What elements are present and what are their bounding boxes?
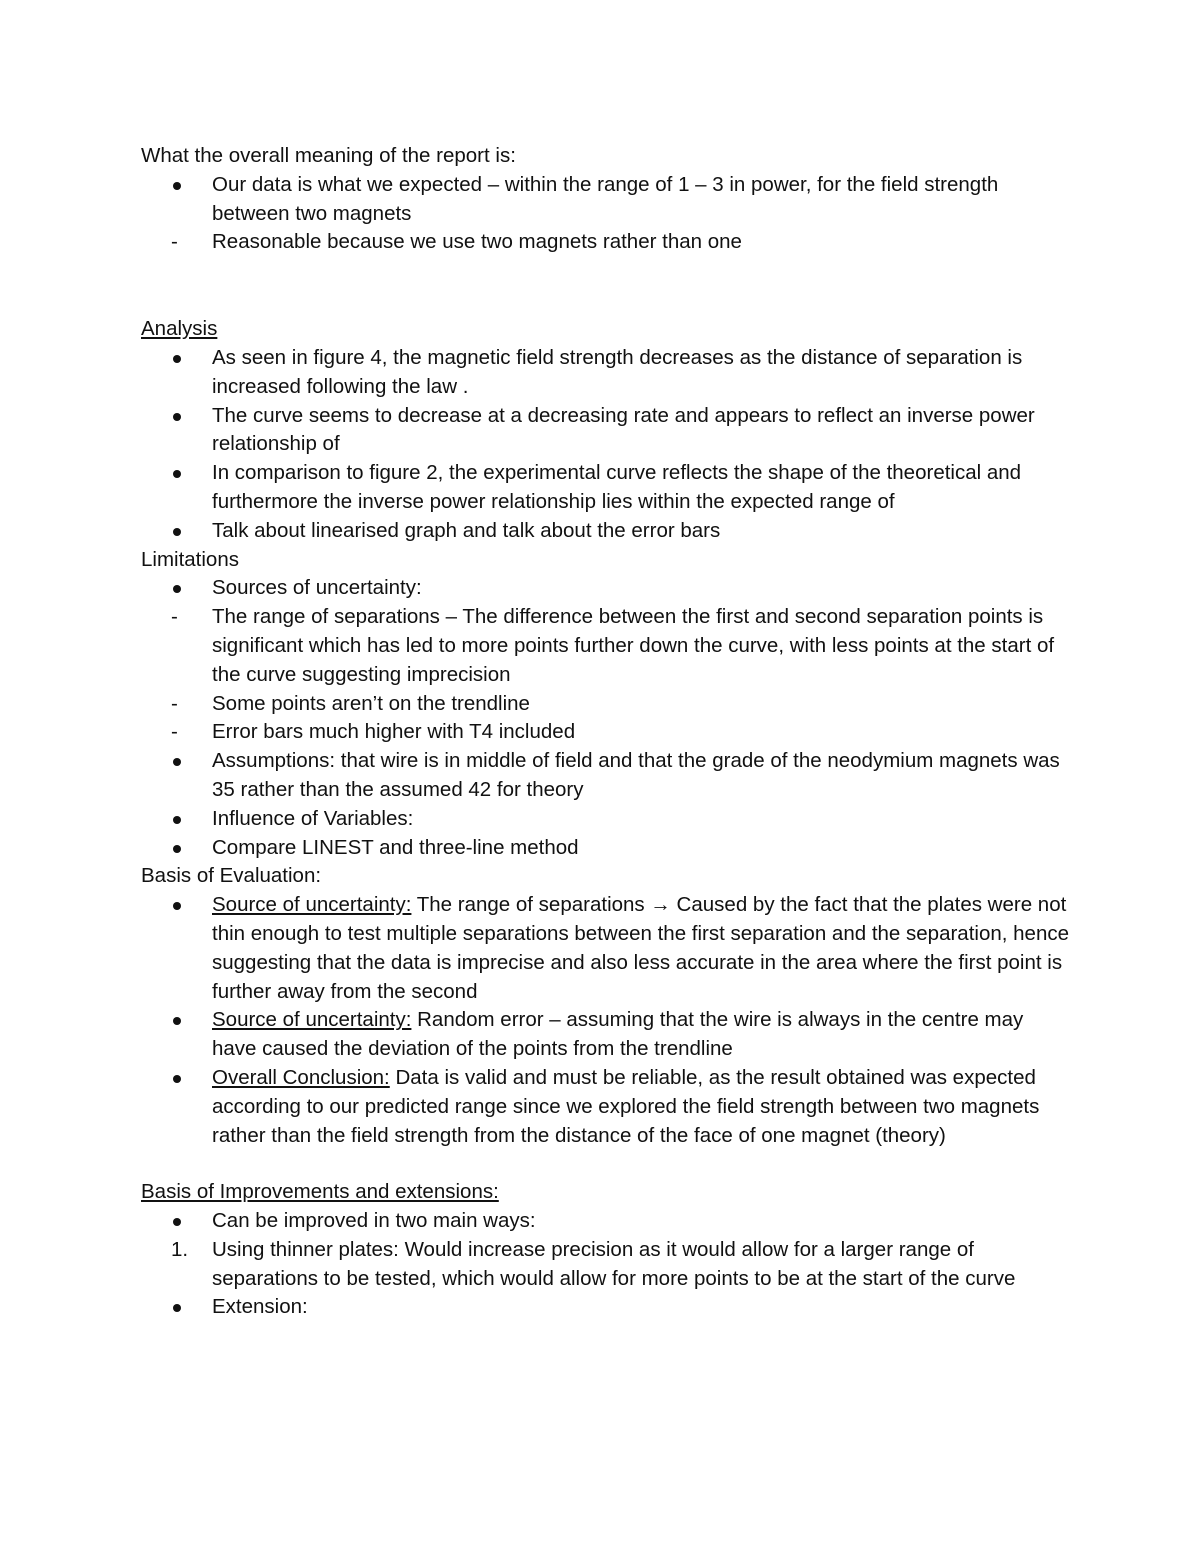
list-item: Source of uncertainty: Random error – assuming that the wire is always in the centre may have caused the deviation of the points from the trendline <box>212 1008 1024 1061</box>
list-item: As seen in figure 4, the magnetic field strength decreases as the distance of separation is increased following the law . <box>212 345 1023 398</box>
list-item: - Reasonable because we use two magnets rather than one <box>141 228 1071 257</box>
list-item: Source of uncertainty: The range of separations → Caused by the fact that the plates were not thin enough to test multiple separations between the first separation and the separation, hence suggesting that the data is imprecise and also less accurate in the area where the first point is further away from the second <box>212 893 1070 1003</box>
list-item: Extension: <box>212 1295 308 1319</box>
list-item: The curve seems to decrease at a decreasing rate and appears to reflect an inverse power relationship of <box>212 403 1035 456</box>
dash-marker: - <box>171 230 178 254</box>
overall-list <box>141 171 1071 257</box>
list-item: Overall Conclusion: Data is valid and must be reliable, as the result obtained was expected according to our predicted range since we explored the field strength between two magnets rather than the field strength from the distance of the face of one magnet (theory) <box>212 1065 1040 1147</box>
list-item: Influence of Variables: <box>212 806 414 830</box>
item-label: Overall Conclusion: <box>212 1065 390 1089</box>
evaluation-list <box>141 891 1071 1150</box>
limitations-list <box>141 574 1071 862</box>
list-item: - Error bars much higher with T4 included <box>141 718 1071 747</box>
improvements-list <box>141 1207 1071 1322</box>
dash-marker: - <box>171 691 178 715</box>
evaluation-heading: Basis of Evaluation: <box>141 864 322 888</box>
list-item: - The range of separations – The difference between the first and second separation points is significant which has led to more points further down the curve, with less points at the start of the curve suggesting imprecision <box>171 605 1055 686</box>
item-label: Source of uncertainty: <box>212 1008 412 1032</box>
list-item: Can be improved in two main ways: <box>212 1209 536 1233</box>
item-label: Source of uncertainty: <box>212 893 412 917</box>
number-marker: 1. <box>171 1237 189 1261</box>
document-body <box>141 142 1071 1322</box>
analysis-list <box>141 344 1071 546</box>
improvements-heading: Basis of Improvements and extensions: <box>141 1180 499 1204</box>
list-item: Compare LINEST and three-line method <box>212 835 579 859</box>
limitations-heading: Limitations <box>141 547 239 571</box>
dash-marker: - <box>171 720 178 744</box>
list-item: In comparison to figure 2, the experimental curve reflects the shape of the theoretical and furthermore the inverse power relationship lies within the expected range of <box>212 461 1022 513</box>
list-item: Assumptions: that wire is in middle of field and that the grade of the neodymium magnets was 35 rather than the assumed 42 for theory <box>212 749 1060 801</box>
analysis-heading: Analysis <box>141 317 218 341</box>
list-item: Sources of uncertainty: <box>212 576 422 600</box>
dash-marker: - <box>171 605 178 629</box>
list-item: Our data is what we expected – within the range of 1 – 3 in power, for the field strength between two magnets <box>212 172 999 225</box>
list-item: Talk about linearised graph and talk about the error bars <box>212 518 721 542</box>
list-item: 1. Using thinner plates: Would increase precision as it would allow for a larger range of separations to be tested, which would allow for more points to be at the start of the curve <box>171 1237 1016 1290</box>
list-item: - Some points aren’t on the trendline <box>141 690 1071 719</box>
overall-heading: What the overall meaning of the report is: <box>141 144 516 167</box>
